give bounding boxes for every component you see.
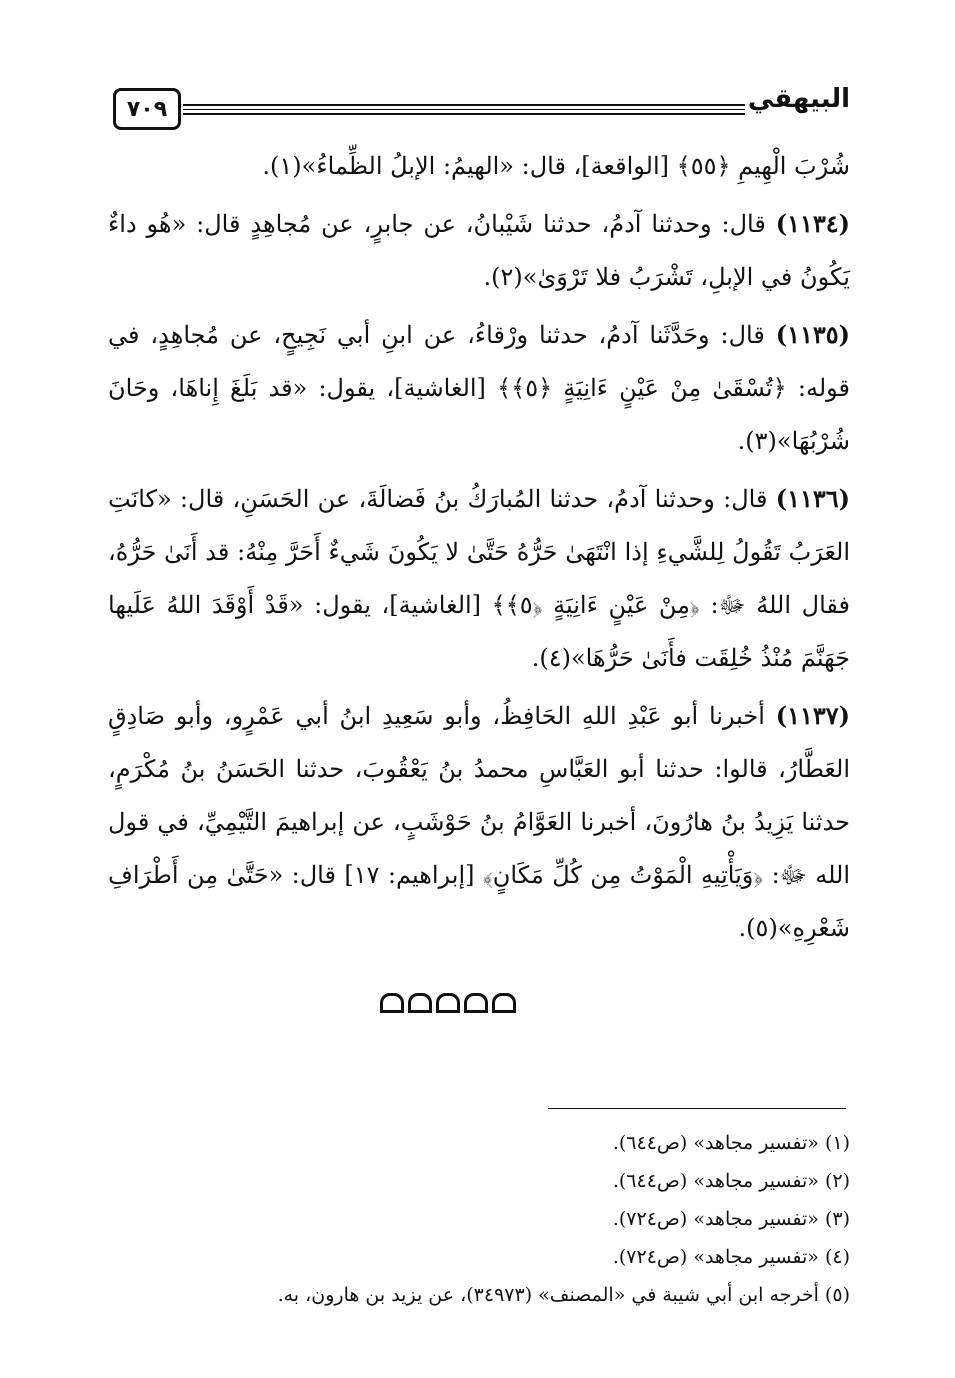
ornament-arch-icon	[492, 993, 516, 1013]
ornament-arch-icon	[464, 993, 488, 1013]
footnote-2: (٢) «تفسير مجاهد» (ص٦٤٤).	[612, 1170, 850, 1192]
hadith-number: (١١٣٧)	[775, 701, 850, 730]
ornament-arch-icon	[380, 993, 404, 1013]
paragraph-text: شُرْبَ الْهِيمِ ﴿٥٥﴾ [الواقعة]، قال: «الهيمُ: الإبلُ الظِّماءُ»(١).	[262, 152, 850, 180]
hadith-number: (١١٣٦)	[775, 484, 850, 513]
footnote-4: (٤) «تفسير مجاهد» (ص٧٢٤).	[612, 1246, 850, 1268]
page-header	[105, 84, 850, 144]
page-number: ٧٠٩	[113, 88, 181, 130]
section-divider-ornament	[378, 993, 518, 1023]
paragraph-text: قال: وحدثنا آدمُ، حدثنا شَيْبانُ، عن جابرٍ، عن مُجاهِدٍ قال: «هُو داءٌ يَكُونُ في الإبلِ، تَشْرَبُ فلا تَرْوَىٰ»(٢).	[108, 210, 850, 291]
hadith-1134	[108, 197, 850, 304]
hadith-1135	[108, 308, 850, 468]
footnote-1: (١) «تفسير مجاهد» (ص٦٤٤).	[612, 1132, 850, 1154]
header-rule	[183, 109, 745, 110]
footnote-3: (٣) «تفسير مجاهد» (ص٧٢٤).	[612, 1208, 850, 1230]
header-rule	[183, 113, 745, 115]
hadith-1136	[108, 472, 850, 685]
paragraph-continuation	[108, 140, 850, 193]
main-text	[108, 140, 850, 955]
ornament-arch-icon	[408, 993, 432, 1013]
footnote-rule	[548, 1108, 846, 1109]
hadith-number: (١١٣٥)	[775, 320, 850, 349]
paragraph-text: أخبرنا أبو عَبْدِ اللهِ الحَافِظُ، وأبو سَعِيدِ ابنُ أبي عَمْرٍو، وأبو صَادِقٍ العَطَّارُ، قالوا: حدثنا أبو العَبَّاسِ محمدُ بنُ يَعْقُوبَ، حدثنا الحَسَنُ بنُ مُكْرَمٍ، حدثنا يَزِيدُ بنُ هارُونَ، أخبرنا العَوَّامُ بنُ حَوْشَبٍ، عن إبراهيمَ التَّيْمِيِّ، في قول الله ﷻ: ﴿وَيَأْتِيهِ الْمَوْتُ مِن كُلِّ مَكَانٍ﴾ [إبراهيم: ١٧] قال: «حَتَّىٰ مِن أَطْرَافِ شَعْرِهِ»(٥).	[108, 702, 851, 942]
footnote-5: (٥) أخرجه ابن أبي شيبة في «المصنف» (٣٤٩٧٣)، عن يزيد بن هارون، به.	[277, 1284, 850, 1306]
running-title: البيهقي	[747, 84, 850, 114]
hadith-number: (١١٣٤)	[775, 209, 850, 238]
hadith-1137	[108, 689, 850, 955]
ornament-arch-icon	[436, 993, 460, 1013]
footnotes	[150, 1124, 850, 1314]
paragraph-text: قال: وحَدَّثَنا آدمُ، حدثنا ورْقاءُ، عن ابنِ أبي نَجِيحٍ، عن مُجاهِدٍ، في قوله: ﴿تُسْقَىٰ مِنْ عَيْنٍ ءَانِيَةٍ ﴿٥﴾﴾ [الغاشية]، يقول: «قد بَلَغَ إِناهَا، وحَانَ شُرْبُهَا»(٣).	[108, 321, 850, 455]
paragraph-text: قال: وحدثنا آدمُ، حدثنا المُبارَكُ بنُ فَضالَةَ، عن الحَسَنِ، قال: «كانَتِ العَرَبُ تَقُولُ لِلشَّيءِ إذا انْتَهَىٰ حَرُّهُ حَتَّىٰ لا يَكُونَ شَيءٌ أَحَرَّ مِنْهُ: قد أَنَىٰ حَرُّهُ، فقال اللهُ ﷻ: ﴿مِنْ عَيْنٍ ءَانِيَةٍ ﴿٥﴾﴾ [الغاشية]، يقول: «قَدْ أَوْقَدَ اللهُ عَلَيها جَهَنَّمَ مُنْذُ خُلِقَت فأَنَىٰ حَرُّهَا»(٤).	[108, 485, 850, 672]
header-rule	[183, 104, 745, 106]
